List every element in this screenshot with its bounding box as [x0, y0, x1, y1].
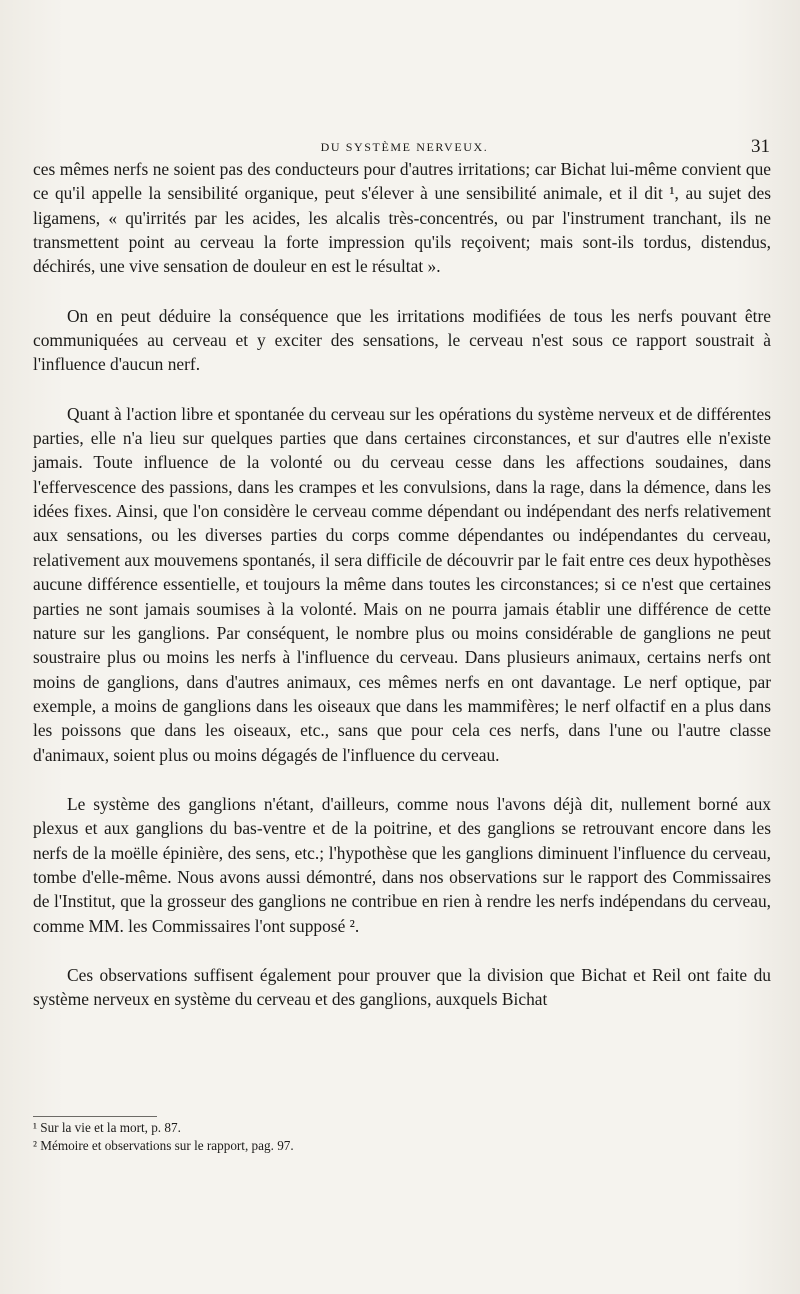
footnote-2: ² Mémoire et observations sur le rapport, pag. 97. — [33, 1138, 294, 1153]
body-text — [33, 157, 771, 1037]
page-number: 31 — [751, 136, 770, 157]
paragraph-4: Le système des ganglions n'étant, d'ailleurs, comme nous l'avons déjà dit, nullement borné aux plexus et aux ganglions du bas-ventre et de la poitrine, et des ganglions se retrouvant encore dans les nerfs de la moëlle épinière, des sens, etc.; l'hypothèse que les ganglions diminuent l'influence du cerveau, tombe d'elle-même. Nous avons aussi démontré, dans nos observations sur le rapport des Commissaires de l'Institut, que la grosseur des ganglions ne contribue en rien à rendre les nerfs indépendans du cerveau, comme MM. les Commissaires l'ont supposé ². — [33, 793, 771, 936]
footnotes — [33, 1119, 733, 1155]
footnote-divider — [33, 1116, 157, 1117]
paragraph-2: On en peut déduire la conséquence que les irritations modifiées de tous les nerfs pouvant être communiquées au cerveau et y exciter des sensations, le cerveau n'est sous ce rapport soustrait à l'influence d'aucun nerf. — [33, 305, 771, 375]
paragraph-1: ces mêmes nerfs ne soient pas des conducteurs pour d'autres irritations; car Bichat lui-même convient que ce qu'il appelle la sensibilité organique, peut s'élever à une sensibilité animale, et il dit ¹, au sujet des ligamens, « qu'irrités par les acides, les alcalis très-concentrés, ou par l'instrument tranchant, ils ne transmettent point au cerveau la forte impression qu'ils reçoivent; mais sont-ils tordus, distendus, déchirés, une vive sensation de douleur en est le résultat ». — [33, 159, 771, 277]
paragraph-5: Ces observations suffisent également pour prouver que la division que Bichat et Reil ont faite du système nerveux en système du cerveau et des ganglions, auxquels Bichat — [33, 964, 771, 1010]
running-title: DU SYSTÈME NERVEUX. — [320, 140, 489, 154]
footnote-1: ¹ Sur la vie et la mort, p. 87. — [33, 1120, 181, 1135]
paragraph-3: Quant à l'action libre et spontanée du cerveau sur les opérations du système nerveux et de différentes parties, elle n'a lieu sur quelques parties que dans certaines circonstances, et sur d'autres elle n'existe jamais. Toute influence de la volonté ou du cerveau cesse dans les affections soudaines, dans l'effervescence des passions, dans les crampes et les convulsions, dans la rage, dans la démence, dans les idées fixes. Ainsi, que l'on considère le cerveau comme dépendant ou indépendant des nerfs relativement aux sensations, ou les diverses parties du corps comme dépendantes ou indépendantes du cerveau, relativement aux mouvemens spontanés, il sera difficile de découvrir par le fait entre ces deux hypothèses aucune différence essentielle, et toujours la même dans toutes les circonstances; si ce n'est que certaines parties ne sont jamais soumises à la volonté. Mais on ne pourra jamais établir une différence de cette nature sur les ganglions. Par conséquent, le nombre plus ou moins considérable de ganglions ne peut soustraire plus ou moins les nerfs à l'influence du cerveau. Dans plusieurs animaux, certains nerfs ont moins de ganglions, dans d'autres animaux, ces mêmes nerfs en ont davantage. Le nerf optique, par exemple, a moins de ganglions dans les oiseaux que dans les mammifères; le nerf olfactif en a plus dans les poissons que dans les oiseaux, etc., sans que pour cela ces nerfs, dans l'une ou l'autre classe d'animaux, soient plus ou moins dégagés de l'influence du cerveau. — [33, 403, 771, 765]
